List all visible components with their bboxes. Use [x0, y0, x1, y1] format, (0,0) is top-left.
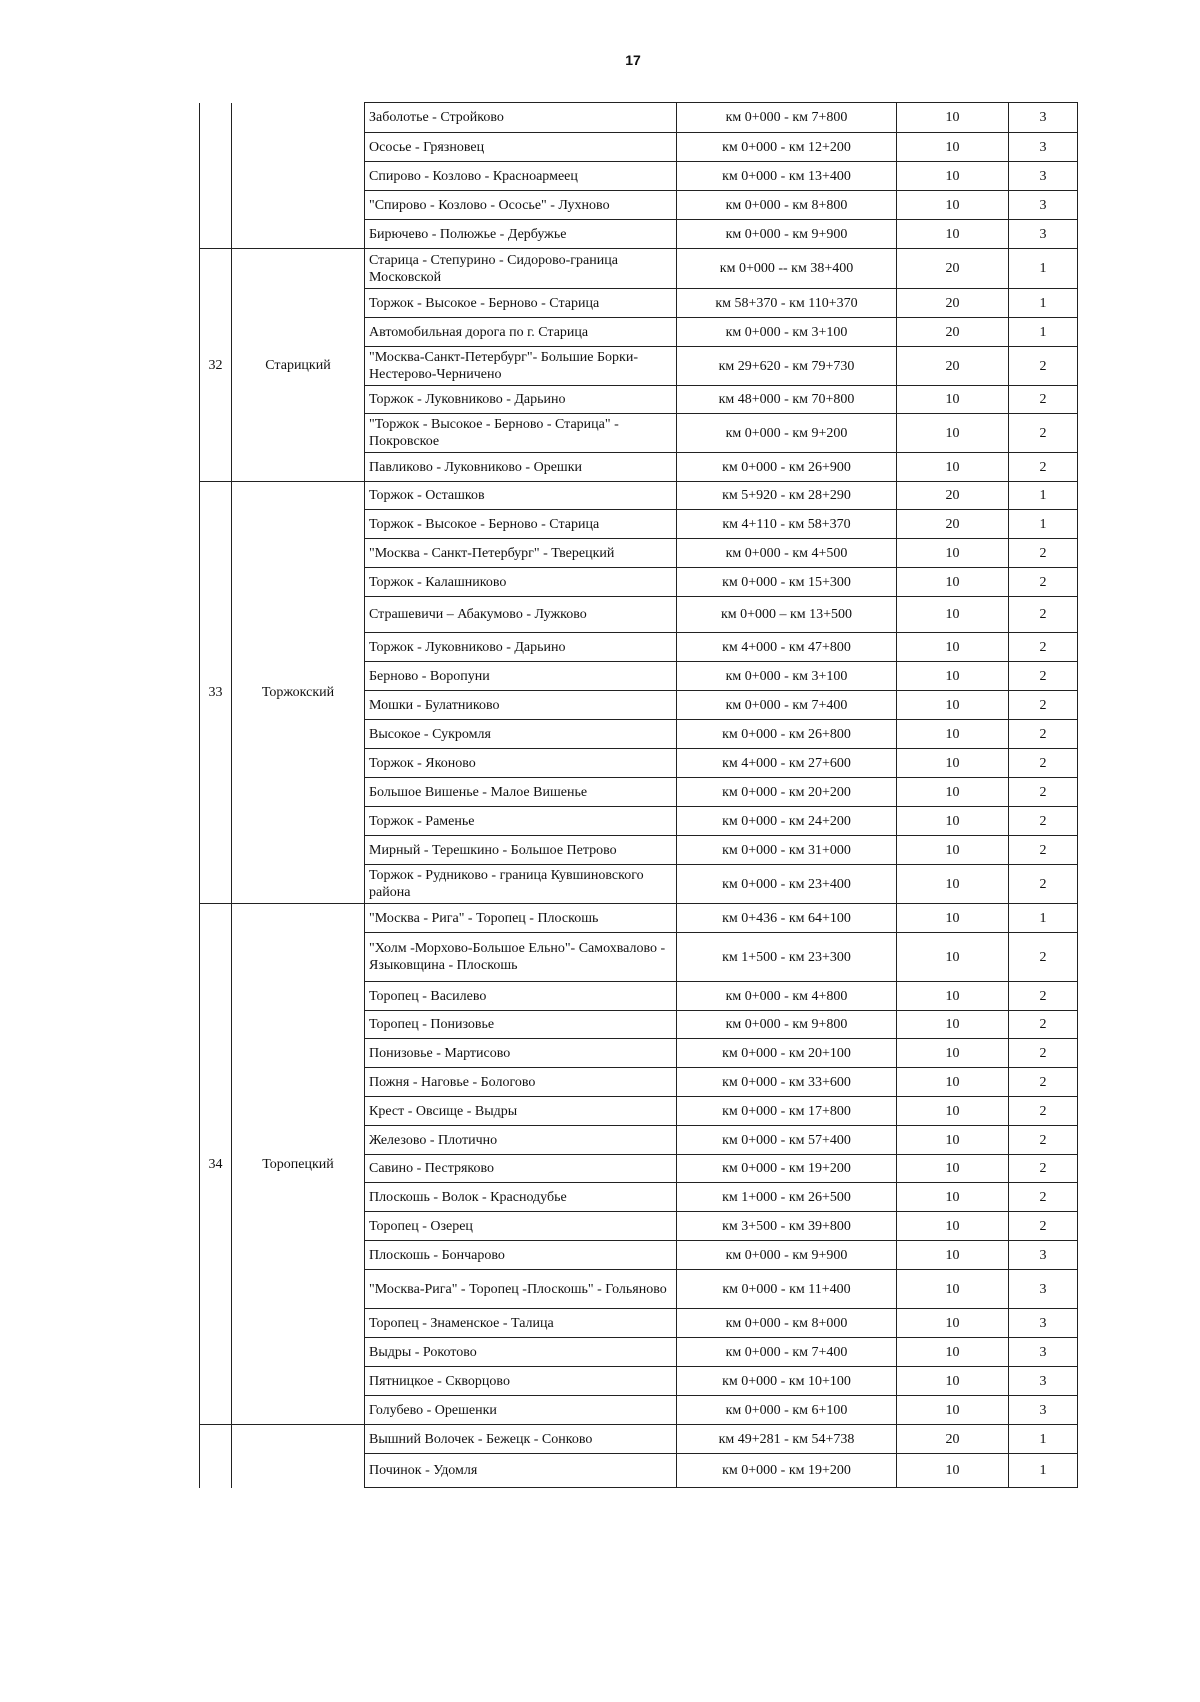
km-range-cell: км 0+000 - км 8+800: [677, 191, 897, 220]
km-range-cell: км 0+000 - км 31+000: [677, 836, 897, 865]
category-cell: 1: [1009, 904, 1078, 933]
km-range-cell: км 0+000 - км 17+800: [677, 1097, 897, 1126]
district-cell: Старицкий: [232, 249, 365, 482]
road-name-cell: Пятницкое - Скворцово: [365, 1367, 677, 1396]
category-cell: 1: [1009, 510, 1078, 539]
road-name-cell: Савино - Пестряково: [365, 1155, 677, 1183]
row-number-cell: 32: [200, 249, 232, 482]
km-range-cell: км 0+000 - км 3+100: [677, 318, 897, 347]
width-cell: 10: [897, 1338, 1009, 1367]
road-name-cell: Торопец - Понизовье: [365, 1011, 677, 1039]
category-cell: 2: [1009, 568, 1078, 597]
width-cell: 10: [897, 1454, 1009, 1488]
width-cell: 10: [897, 386, 1009, 414]
width-cell: 10: [897, 982, 1009, 1011]
road-name-cell: Торопец - Знаменское - Талица: [365, 1309, 677, 1338]
km-range-cell: км 0+000 - км 7+400: [677, 1338, 897, 1367]
row-number-cell: 33: [200, 482, 232, 904]
road-name-cell: Мошки - Булатниково: [365, 691, 677, 720]
width-cell: 10: [897, 133, 1009, 162]
category-cell: 2: [1009, 1068, 1078, 1097]
road-name-cell: Понизовье - Мартисово: [365, 1039, 677, 1068]
width-cell: 10: [897, 1183, 1009, 1212]
km-range-cell: км 0+000 - км 9+200: [677, 414, 897, 453]
category-cell: 2: [1009, 1011, 1078, 1039]
road-name-cell: Ососье - Грязновец: [365, 133, 677, 162]
category-cell: 3: [1009, 103, 1078, 133]
width-cell: 10: [897, 778, 1009, 807]
roads-table-body: [200, 103, 1078, 1488]
road-name-cell: Павликово - Луковниково - Орешки: [365, 453, 677, 482]
road-name-cell: Вышний Волочек - Бежецк - Сонково: [365, 1425, 677, 1454]
category-cell: 2: [1009, 386, 1078, 414]
category-cell: 2: [1009, 414, 1078, 453]
km-range-cell: км 0+000 - км 12+200: [677, 133, 897, 162]
km-range-cell: км 0+000 - км 7+800: [677, 103, 897, 133]
km-range-cell: км 4+110 - км 58+370: [677, 510, 897, 539]
km-range-cell: км 5+920 - км 28+290: [677, 482, 897, 510]
km-range-cell: км 0+000 - км 9+900: [677, 220, 897, 249]
category-cell: 2: [1009, 1183, 1078, 1212]
width-cell: 10: [897, 1126, 1009, 1155]
category-cell: 3: [1009, 1270, 1078, 1309]
width-cell: 10: [897, 1309, 1009, 1338]
category-cell: 3: [1009, 1241, 1078, 1270]
width-cell: 10: [897, 1270, 1009, 1309]
km-range-cell: км 48+000 - км 70+800: [677, 386, 897, 414]
km-range-cell: км 0+000 - км 13+400: [677, 162, 897, 191]
table-row: [200, 103, 1078, 133]
km-range-cell: км 3+500 - км 39+800: [677, 1212, 897, 1241]
category-cell: 1: [1009, 289, 1078, 318]
table-row: [200, 249, 1078, 289]
width-cell: 10: [897, 568, 1009, 597]
road-name-cell: Старица - Степурино - Сидорово-граница Московской: [365, 249, 677, 289]
category-cell: 2: [1009, 1126, 1078, 1155]
category-cell: 3: [1009, 162, 1078, 191]
width-cell: 10: [897, 933, 1009, 982]
category-cell: 2: [1009, 347, 1078, 386]
category-cell: 2: [1009, 691, 1078, 720]
road-name-cell: "Москва - Рига" - Торопец - Плоскошь: [365, 904, 677, 933]
row-number-cell: 34: [200, 904, 232, 1425]
category-cell: 2: [1009, 865, 1078, 904]
road-name-cell: Торопец - Василево: [365, 982, 677, 1011]
category-cell: 2: [1009, 662, 1078, 691]
width-cell: 10: [897, 836, 1009, 865]
district-cell: [232, 1425, 365, 1488]
category-cell: 2: [1009, 933, 1078, 982]
km-range-cell: км 0+000 - км 26+900: [677, 453, 897, 482]
width-cell: 20: [897, 510, 1009, 539]
road-name-cell: "Москва - Санкт-Петербург" - Тверецкий: [365, 539, 677, 568]
km-range-cell: км 0+000 - км 23+400: [677, 865, 897, 904]
km-range-cell: км 0+000 - км 24+200: [677, 807, 897, 836]
category-cell: 3: [1009, 1338, 1078, 1367]
category-cell: 3: [1009, 1396, 1078, 1425]
km-range-cell: км 0+436 - км 64+100: [677, 904, 897, 933]
category-cell: 1: [1009, 318, 1078, 347]
width-cell: 20: [897, 318, 1009, 347]
width-cell: 10: [897, 539, 1009, 568]
km-range-cell: км 0+000 - км 19+200: [677, 1155, 897, 1183]
km-range-cell: км 0+000 - км 4+800: [677, 982, 897, 1011]
road-name-cell: "Спирово - Козлово - Ососье" - Лухново: [365, 191, 677, 220]
km-range-cell: км 1+000 - км 26+500: [677, 1183, 897, 1212]
road-name-cell: Торжок - Луковниково - Дарьино: [365, 633, 677, 662]
road-name-cell: Заболотье - Стройково: [365, 103, 677, 133]
km-range-cell: км 0+000 - км 9+800: [677, 1011, 897, 1039]
road-name-cell: Торопец - Озерец: [365, 1212, 677, 1241]
page-number: 17: [625, 52, 641, 68]
category-cell: 1: [1009, 1454, 1078, 1488]
category-cell: 2: [1009, 807, 1078, 836]
road-name-cell: Торжок - Раменье: [365, 807, 677, 836]
km-range-cell: км 0+000 - км 6+100: [677, 1396, 897, 1425]
km-range-cell: км 49+281 - км 54+738: [677, 1425, 897, 1454]
width-cell: 20: [897, 249, 1009, 289]
category-cell: 2: [1009, 597, 1078, 633]
category-cell: 3: [1009, 133, 1078, 162]
road-name-cell: "Торжок - Высокое - Берново - Старица" - Покровское: [365, 414, 677, 453]
width-cell: 10: [897, 1212, 1009, 1241]
category-cell: 1: [1009, 249, 1078, 289]
km-range-cell: км 0+000 – км 13+500: [677, 597, 897, 633]
category-cell: 2: [1009, 982, 1078, 1011]
district-cell: [232, 103, 365, 249]
width-cell: 10: [897, 1039, 1009, 1068]
road-name-cell: Торжок - Осташков: [365, 482, 677, 510]
road-name-cell: Голубево - Орешенки: [365, 1396, 677, 1425]
width-cell: 10: [897, 162, 1009, 191]
width-cell: 10: [897, 904, 1009, 933]
category-cell: 2: [1009, 778, 1078, 807]
category-cell: 3: [1009, 220, 1078, 249]
width-cell: 10: [897, 1396, 1009, 1425]
width-cell: 10: [897, 1068, 1009, 1097]
category-cell: 3: [1009, 1309, 1078, 1338]
width-cell: 10: [897, 1367, 1009, 1396]
km-range-cell: км 0+000 - км 9+900: [677, 1241, 897, 1270]
km-range-cell: км 0+000 - км 7+400: [677, 691, 897, 720]
road-name-cell: Выдры - Рокотово: [365, 1338, 677, 1367]
km-range-cell: км 0+000 - км 26+800: [677, 720, 897, 749]
width-cell: 20: [897, 347, 1009, 386]
road-name-cell: Торжок - Калашниково: [365, 568, 677, 597]
width-cell: 10: [897, 414, 1009, 453]
km-range-cell: км 0+000 - км 8+000: [677, 1309, 897, 1338]
width-cell: 10: [897, 1241, 1009, 1270]
road-name-cell: "Холм -Морхово-Большое Ельно"- Самохвалово - Языковщина - Плоскошь: [365, 933, 677, 982]
table-row: [200, 904, 1078, 933]
road-name-cell: Спирово - Козлово - Красноармеец: [365, 162, 677, 191]
width-cell: 10: [897, 1155, 1009, 1183]
width-cell: 10: [897, 691, 1009, 720]
category-cell: 2: [1009, 836, 1078, 865]
km-range-cell: км 1+500 - км 23+300: [677, 933, 897, 982]
category-cell: 2: [1009, 1212, 1078, 1241]
district-cell: Торопецкий: [232, 904, 365, 1425]
width-cell: 10: [897, 597, 1009, 633]
road-name-cell: "Москва-Санкт-Петербург"- Большие Борки-Нестерово-Черничено: [365, 347, 677, 386]
table-row: [200, 482, 1078, 510]
table-row: [200, 1425, 1078, 1454]
category-cell: 1: [1009, 482, 1078, 510]
road-name-cell: Плоскошь - Волок - Краснодубье: [365, 1183, 677, 1212]
road-name-cell: "Москва-Рига" - Торопец -Плоскошь" - Гольяново: [365, 1270, 677, 1309]
row-number-cell: [200, 103, 232, 249]
road-name-cell: Большое Вишенье - Малое Вишенье: [365, 778, 677, 807]
category-cell: 2: [1009, 1039, 1078, 1068]
road-name-cell: Берново - Воропуни: [365, 662, 677, 691]
road-name-cell: Автомобильная дорога по г. Старица: [365, 318, 677, 347]
width-cell: 10: [897, 453, 1009, 482]
category-cell: 2: [1009, 720, 1078, 749]
width-cell: 10: [897, 720, 1009, 749]
width-cell: 10: [897, 633, 1009, 662]
km-range-cell: км 4+000 - км 47+800: [677, 633, 897, 662]
width-cell: 20: [897, 1425, 1009, 1454]
road-name-cell: Высокое - Сукромля: [365, 720, 677, 749]
km-range-cell: км 0+000 - км 11+400: [677, 1270, 897, 1309]
road-name-cell: Страшевичи – Абакумово - Лужково: [365, 597, 677, 633]
width-cell: 10: [897, 865, 1009, 904]
width-cell: 10: [897, 103, 1009, 133]
width-cell: 20: [897, 289, 1009, 318]
road-name-cell: Мирный - Терешкино - Большое Петрово: [365, 836, 677, 865]
km-range-cell: км 29+620 - км 79+730: [677, 347, 897, 386]
district-cell: Торжокский: [232, 482, 365, 904]
road-name-cell: Починок - Удомля: [365, 1454, 677, 1488]
road-name-cell: Крест - Овсище - Выдры: [365, 1097, 677, 1126]
km-range-cell: км 0+000 - км 19+200: [677, 1454, 897, 1488]
road-name-cell: Торжок - Высокое - Берново - Старица: [365, 510, 677, 539]
row-number-cell: [200, 1425, 232, 1488]
road-name-cell: Торжок - Высокое - Берново - Старица: [365, 289, 677, 318]
km-range-cell: км 0+000 - км 4+500: [677, 539, 897, 568]
category-cell: 3: [1009, 191, 1078, 220]
width-cell: 10: [897, 191, 1009, 220]
width-cell: 10: [897, 662, 1009, 691]
km-range-cell: км 0+000 -- км 38+400: [677, 249, 897, 289]
category-cell: 2: [1009, 633, 1078, 662]
category-cell: 2: [1009, 1097, 1078, 1126]
category-cell: 2: [1009, 539, 1078, 568]
road-name-cell: Бирючево - Полюжье - Дербужье: [365, 220, 677, 249]
km-range-cell: км 0+000 - км 15+300: [677, 568, 897, 597]
width-cell: 10: [897, 749, 1009, 778]
km-range-cell: км 0+000 - км 3+100: [677, 662, 897, 691]
width-cell: 10: [897, 807, 1009, 836]
width-cell: 10: [897, 1011, 1009, 1039]
category-cell: 2: [1009, 453, 1078, 482]
km-range-cell: км 4+000 - км 27+600: [677, 749, 897, 778]
roads-table: [199, 102, 1078, 1488]
km-range-cell: км 58+370 - км 110+370: [677, 289, 897, 318]
road-name-cell: Торжок - Яконово: [365, 749, 677, 778]
width-cell: 10: [897, 220, 1009, 249]
category-cell: 2: [1009, 749, 1078, 778]
km-range-cell: км 0+000 - км 33+600: [677, 1068, 897, 1097]
category-cell: 1: [1009, 1425, 1078, 1454]
width-cell: 20: [897, 482, 1009, 510]
road-name-cell: Пожня - Наговье - Бологово: [365, 1068, 677, 1097]
km-range-cell: км 0+000 - км 57+400: [677, 1126, 897, 1155]
km-range-cell: км 0+000 - км 20+200: [677, 778, 897, 807]
road-name-cell: Плоскошь - Бончарово: [365, 1241, 677, 1270]
road-name-cell: Торжок - Рудниково - граница Кувшиновского района: [365, 865, 677, 904]
km-range-cell: км 0+000 - км 20+100: [677, 1039, 897, 1068]
category-cell: 2: [1009, 1155, 1078, 1183]
road-name-cell: Торжок - Луковниково - Дарьино: [365, 386, 677, 414]
km-range-cell: км 0+000 - км 10+100: [677, 1367, 897, 1396]
width-cell: 10: [897, 1097, 1009, 1126]
road-name-cell: Железово - Плотично: [365, 1126, 677, 1155]
category-cell: 3: [1009, 1367, 1078, 1396]
